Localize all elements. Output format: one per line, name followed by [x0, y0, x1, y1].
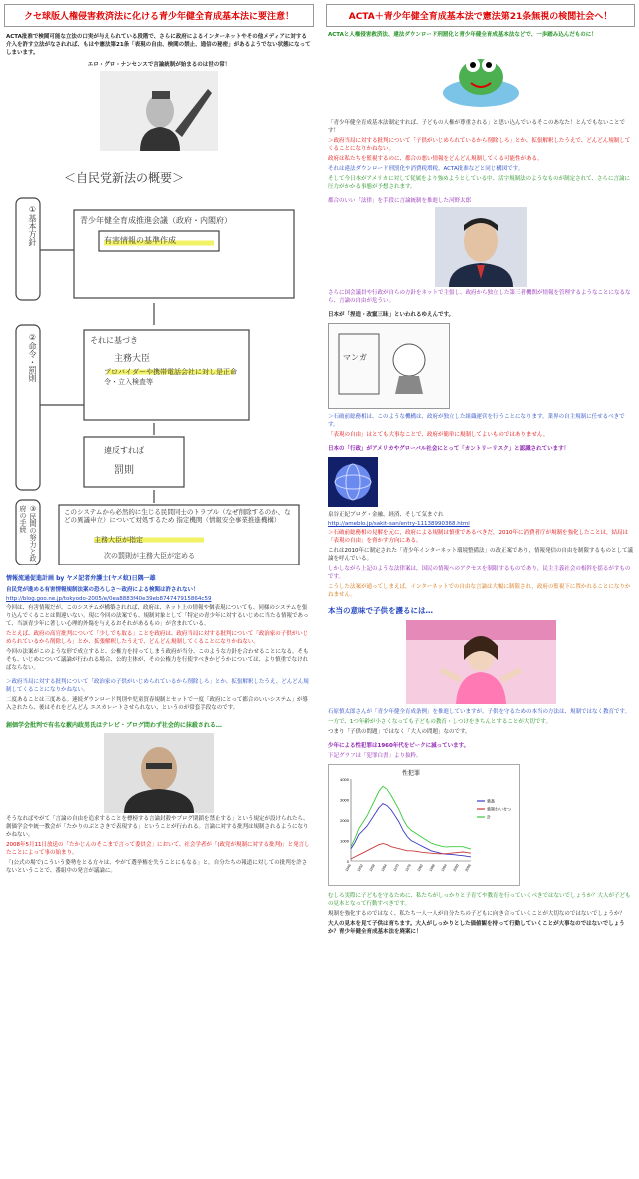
legend-label: 強制わいせつ — [487, 806, 511, 812]
x-tick-label: 1958 — [368, 863, 376, 873]
left-photo-caption: エロ・グロ・ナンセンスで言論統制が始まるのは世の常！ — [87, 62, 231, 68]
conclusion-green: むしろ実際に子どもを守るために、私たちがしっかりと子育てや教育を行っていくべきではないでしょうか？大人が子どもの見本となって行動すべきです。 — [328, 893, 631, 907]
conclusion-body: 規制を強化するのではなく、私たち一人一人が自分たちの子どもに向き合っていくことが大切なのではないでしょうか？ — [328, 911, 625, 917]
y-tick-label: 2000 — [340, 818, 349, 823]
right-body1-red: ＞政府当局に対する批判について「子供がいじめられているから削除しろ」とか、拡張解釈したうえで、どんどん規制してくることになりかねない。 — [328, 138, 631, 152]
article-body: 今回は、有害情報だが、このシステムが構築されれば、政府は、ネット上の情報や個表現についても、同様のシステムを張り込んでくることは間違いない。現に今回の法案でも、規制対象として「特定の青少年に対するいじめに当たる情報であって、当該青少年に著しい心理的外傷を与えるおそれがあるもの」が含まれている。 — [6, 605, 309, 627]
series-line-2 — [351, 786, 471, 849]
article-body2: 今回の法案がこのような形で成立すると、公権力を持ってしまう政府が当分、このような方針を合わせることになる。そもそも、いじめについて議論が行われる場合、公的主体が、その公権力を行使すべきかどうかについては、より慎重でなければならない。 — [6, 649, 309, 671]
protect-note: つまり「子供の問題」ではなく「大人の問題」なのです。 — [328, 729, 471, 735]
person-caption: 都合のいい「法律」を手段に言論統制を推進した河野太郎 — [328, 198, 472, 204]
comic-label: マンガ — [343, 353, 367, 362]
legend-label: 強姦 — [487, 798, 495, 804]
right-body1-blue: それは違法ダウンロード刑罰化や消費税増税、ACTA批准などと同じ構図です。 — [328, 166, 524, 172]
right-title: ACTA＋青少年健全育成基本法で憲法第21条無視の検閲社会へ！ — [326, 4, 635, 27]
long-body: これは2010年に制定された「青少年インターネット環境整備法」の改正案であり，情報発信の自由を制限するものとして議論を呼んでいる。 — [328, 548, 634, 562]
protect-title: 本当の意味で子供を護るには… — [328, 606, 433, 615]
article-subtitle: 自民党が進める有害情報規制法案の恐ろしさ〜政府による検閲は許されない！ — [6, 587, 199, 593]
chart-title: 性犯罪 — [401, 771, 421, 777]
diagram-step3-text: このシステムから必然的に生じる民間同士のトラブル（なぜ削除するのか、などの異議申立）について対処するため 指定機関（情報安全事業推進機構） — [64, 508, 291, 524]
x-tick-label: 2000 — [452, 863, 460, 873]
right-intro: ACTAと人権侵害救済法、違法ダウンロード刑罰化と青少年健全育成基本法などで、一歩踏み込んだものに！ — [328, 32, 597, 38]
left-column — [0, 0, 318, 877]
x-tick-label: 1976 — [404, 863, 412, 873]
long-red: ＞石破前総務相の見解を元に，政府による規制は慎重であるべきだ，2010年に消費者庁が規制を強化したことは，結局は「表現の自由」を脅かす方向にある。 — [328, 530, 629, 544]
section2-body-red: 2008年5月11日放送の「たかじんのそこまで言って委員会」において、社会学者が「(政党が規制に対する批判)」と発言したことによって事の始まり。 — [6, 842, 310, 856]
conclusion-body2: 大人の見本を見て子供は育ちます。大人がしっかりとした価値観を持って行動していくことが大事なのではないでしょうか？青少年健全育成基本法を廃案に！ — [328, 921, 625, 935]
critic-photo — [104, 733, 214, 813]
crime-title: 少年による性犯罪は1960年代をピークに減っています。 — [328, 743, 470, 749]
section2-title: 創価学会批判で有名な薮内政男氏はテレビ・ブログ問わず社会的に抹殺される… — [6, 722, 222, 729]
comic-note-red: 「表現の自由」はとても大事なことで、政府が簡単に規制してよいものではありません。 — [328, 432, 549, 438]
y-tick-label: 1000 — [340, 838, 349, 844]
crime-chart — [328, 764, 520, 886]
article-note: ＞政府当局に対する批判について「政治家の子供がいじめられているから削除しろ」とか、拡張解釈したうえ、どんどん規制してくることになりかねない。 — [6, 679, 309, 693]
diagram-step3-minister: 主務大臣が指定 — [94, 536, 143, 544]
globe-url[interactable]: http://ameblo.jp/sakit-san/entry-11138990368.html — [328, 521, 470, 527]
article-note2: 二度あることは三度ある。連続ダウンロード判別や児童買春規制とセットで一度「政府にとって都合のいいシステム」が導入されたら、後はそれをどんどん エスカレートさせられない、というのが常套手段なのです。 — [6, 697, 308, 711]
left-intro: ACTA批准で検閲可能な立法の口実が与えられている段階で、さらに政府によるインターネットやその他メディアに対する介入を許す立法がなされれば、もはや憲法第21条「表現の自由、検閲の禁止、通信の秘密」があるようでない状態になってしまいます。 — [6, 34, 311, 56]
handwritten-diagram — [4, 165, 314, 565]
diagram-step2-minister: 主務大臣 — [114, 354, 151, 364]
article-body-red: たとえば、政府の高官批判について「少しでも取る」ことを政府は、政府当局に対する批判について「政治家の子供がいじめられているから削除しろ」とか、拡張解釈したうえで、どんどん規制してくることになりかねない。 — [6, 631, 309, 645]
right-body1: 「青少年健全育成基本法制定すれば、子どもの人権が尊重される」と思い込んでいるそこのあなた！とんでもないことです！ — [328, 120, 626, 134]
diagram-step1-box: 青少年健全育成推進会議（政府・内閣府） — [80, 216, 232, 225]
left-title: クセ球版人権侵害救済法に化ける青少年健全育成基本法に要注意！ — [4, 4, 314, 27]
article-title: 情報流通促進計画 by ヤメ記者弁護士(ヤメ蚊)日隅一雄 — [6, 575, 156, 582]
right-body1-red2: 政府は私たちを監視するのに、都合の悪い情報をどんどん規制してくる可能性がある。 — [328, 156, 543, 162]
section2-body2: 「(公式の場で)こういう姿勢をとる方々は、やがて選挙権を失うことにもなる」と。自分たちの報道に対しての批判を許さないということで、番組中の発言が議論に。 — [6, 860, 308, 874]
globe-caption: 日本の「行政」がアメリカやグローバル社会にとって「カントリーリスク」と認識されています！ — [328, 446, 570, 452]
chart-axes — [351, 779, 471, 861]
x-tick-label: 1994 — [440, 863, 448, 873]
series-line-1 — [351, 844, 471, 859]
right-body1-green: そして今日本がアメリカに対して従属をより強めようとしている中、活字規制法のようなものが制定されて、さらに言論に圧力がかかる事態が予想されます。 — [328, 176, 631, 190]
person-text: さらに国会議員や行政が自らの方針をネットで主張し、政府から独立した第三者機関が情報を管理するようなことになるなら、言論の自由が危うい。 — [328, 290, 631, 304]
x-tick-label: 1964 — [380, 863, 388, 873]
x-tick-label: 1946 — [344, 863, 352, 873]
crime-subtitle: 下記グラフは「犯罪白書」より抜粋。 — [328, 753, 422, 759]
diagram-step3-penalty: 次の罰則が主務大臣が定める — [104, 552, 195, 560]
y-tick-label: 4000 — [340, 777, 349, 782]
chart-svg — [329, 765, 519, 885]
diagram-step2-fine: 違反すれば — [104, 446, 144, 455]
diagram-step1-sub: 有害情報の基準作成 — [104, 236, 176, 245]
x-tick-label: 1988 — [428, 863, 436, 873]
idol-photo — [406, 620, 556, 704]
x-tick-label: 1970 — [392, 863, 400, 873]
x-tick-label: 1952 — [356, 863, 364, 873]
comic-illustration — [328, 323, 450, 409]
diagram-step2-box: それに基づき — [90, 336, 138, 345]
protect-blue: 石原慎太郎さんが「青少年健全育成条例」を推進していますが、子供を守るための本当の方法は、規制ではなく教育です。 — [328, 709, 631, 715]
section2-body: そうなればやがて「言論の自由を追求することを標榜する言論封殺やブログ閉鎖を禁止する」という規定が設けられたら、創価学会や統一教会が「たかりのぶとさきで表現する」ということが行われる。言論に対する批判は規制されるようになりかねない。 — [6, 816, 309, 838]
diagram-heading: ＜自民党新法の概要＞ — [64, 171, 185, 185]
long-orange: こうした法案が通ってしまえば，インターネットでの自由な言論は大幅に制限され，政府の監視下に置かれることになりかねません。 — [328, 584, 631, 598]
diagram-step1-label: ①基本方針 — [28, 205, 37, 246]
salute-photo — [100, 71, 218, 151]
protect-green: 一方で、1つ年齢が小さくなっても子どもの教育・しつけをきちんとすることが大切です。 — [328, 719, 551, 725]
long-purple: しかしながら上記のような法律案は，国民の情報へのアクセスを制限するものであり，民主主義社会の根幹を揺るがすものです。 — [328, 566, 631, 580]
x-tick-label: 1982 — [416, 863, 424, 873]
article-url[interactable]: http://blog.goo.ne.jp/tokyodo-2005/e/0ea8883f40e39eb874747915864c59 — [6, 596, 212, 602]
x-tick-label: 2006 — [464, 863, 472, 873]
y-tick-label: 3000 — [340, 797, 349, 803]
y-tick-label: 0 — [346, 859, 349, 864]
diagram-step2-penalty: 罰則 — [114, 465, 134, 476]
comic-note-blue: ＞石破前総務相は、このような機構は、政府が独立した組織運営を行うことになります。業界の自主規制に任せるべきです。 — [328, 414, 625, 428]
diagram-step2-label: ②命令・罰則 — [28, 333, 37, 382]
globe-image — [328, 457, 378, 507]
right-column — [322, 0, 639, 938]
globe-sub: 泉谷正紀ブログ・金融、経済、そして気まぐれ — [328, 512, 444, 518]
politician-photo — [435, 207, 527, 287]
legend-label: 計 — [487, 814, 491, 820]
media-note: 日本が「捏造・改竄三昧」といわれるゆえんです。 — [328, 312, 455, 318]
frog-illustration — [433, 41, 529, 113]
diagram-step2-targets: プロバイダーや携帯電話会社に対し是正命令・立入検査等 — [104, 368, 237, 386]
diagram-step3-label: ③民間の努力と政府の手続 — [19, 505, 37, 562]
